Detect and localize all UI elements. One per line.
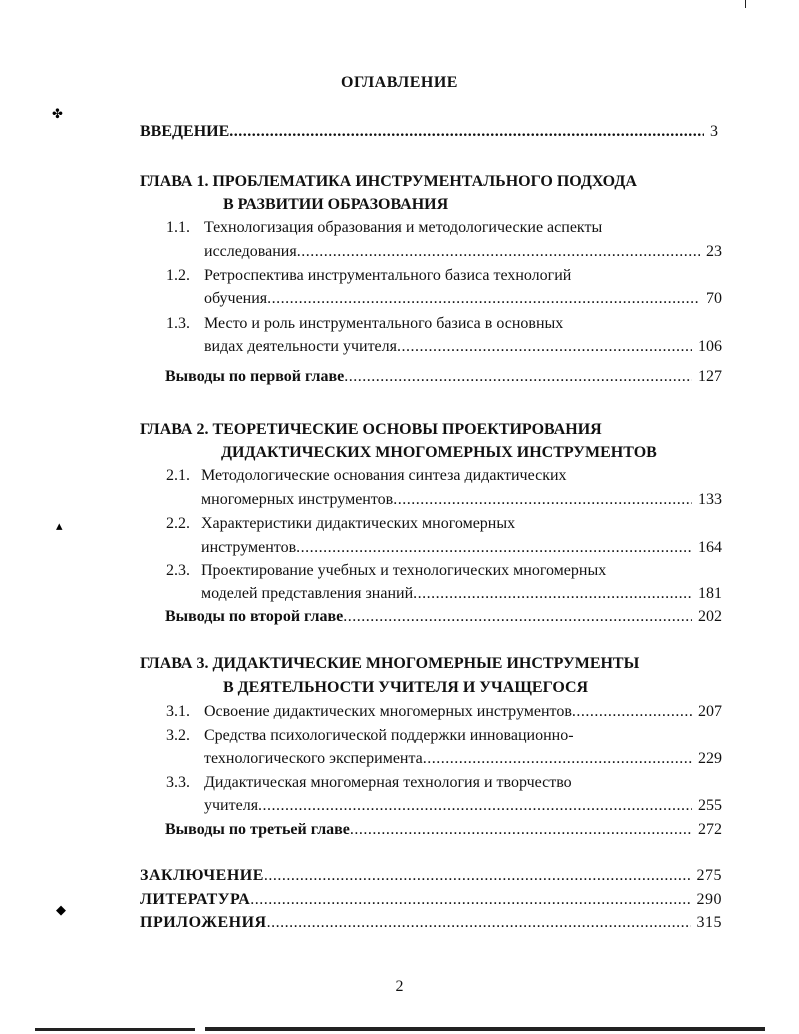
toc-entry-label: ЗАКЛЮЧЕНИЕ — [140, 867, 264, 884]
section-title-line2: исследования — [204, 243, 297, 260]
toc-entry-page: 133 — [698, 491, 722, 508]
toc-entry-label: Выводы по второй главе — [165, 608, 344, 625]
section-number: 3.3. — [166, 774, 190, 791]
section-title-line2: обучения — [204, 290, 268, 307]
scan-mark-icon: ▴ — [56, 518, 63, 533]
leader-dots — [350, 820, 692, 840]
toc-entry-label: Выводы по первой главе — [165, 368, 345, 385]
section-number: 2.3. — [166, 562, 190, 579]
section-title-line1: Методологические основания синтеза дидактических — [201, 467, 567, 484]
toc-entry-page: 207 — [698, 703, 722, 720]
leader-dots — [267, 913, 691, 933]
leader-dots — [393, 490, 692, 510]
section-title-line1: Ретроспектива инструментального базиса технологий — [204, 267, 572, 284]
toc-entry-page: 275 — [696, 867, 722, 884]
toc-entry-page: 315 — [696, 914, 722, 931]
toc-entry-page: 164 — [698, 539, 722, 556]
toc-entry-page: 23 — [706, 243, 722, 260]
toc-entry-label: ПРИЛОЖЕНИЯ — [140, 914, 267, 931]
toc-entry-label: ВВЕДЕНИЕ — [140, 123, 230, 140]
toc-entry-2-1 — [201, 490, 722, 510]
toc-entry-conclusion — [140, 866, 722, 886]
scan-mark-icon: ✤ — [52, 106, 63, 121]
scan-bottom-rule — [205, 1027, 765, 1031]
section-title-line2: моделей представления знаний — [201, 585, 414, 602]
leader-dots — [572, 702, 692, 722]
leader-dots — [258, 796, 692, 816]
leader-dots — [297, 242, 700, 262]
section-number: 1.1. — [166, 219, 190, 236]
toc-entry-page: 70 — [706, 290, 722, 307]
toc-entry-page: 255 — [698, 797, 722, 814]
toc-entry-page: 127 — [698, 368, 722, 385]
leader-dots — [296, 538, 692, 558]
toc-entry-3-3 — [204, 796, 722, 816]
section-title-line1: Место и роль инструментального базиса в основных — [204, 315, 564, 332]
leader-dots — [344, 367, 692, 387]
section-title-line1: Характеристики дидактических многомерных — [201, 515, 516, 532]
section-title-line1: Дидактическая многомерная технология и творчество — [204, 774, 572, 791]
toc-entry-label: Освоение дидактических многомерных инструментов — [204, 703, 572, 720]
chapter-1-title-line2: В РАЗВИТИИ ОБРАЗОВАНИЯ — [223, 196, 449, 213]
chapter-3-title-line2: В ДЕЯТЕЛЬНОСТИ УЧИТЕЛЯ И УЧАЩЕГОСЯ — [223, 679, 589, 696]
section-title-line2: учителя — [204, 797, 259, 814]
toc-entry-3-1 — [204, 702, 722, 722]
toc-entry-intro — [140, 122, 718, 142]
toc-entry-3-2 — [204, 749, 722, 769]
section-title-line2: технологического эксперимента — [204, 750, 423, 767]
section-title-line2: видах деятельности учителя — [204, 338, 397, 355]
scan-edge-mark — [745, 0, 746, 8]
leader-dots — [264, 866, 691, 886]
toc-entry-page: 229 — [698, 750, 722, 767]
section-title-line1: Проектирование учебных и технологических многомерных — [201, 562, 607, 579]
section-number: 3.2. — [166, 727, 190, 744]
chapter-3-title-line1: ГЛАВА 3. ДИДАКТИЧЕСКИЕ МНОГОМЕРНЫЕ ИНСТРУМЕНТЫ — [140, 655, 640, 672]
section-title-line2: инструментов — [201, 539, 297, 556]
section-number: 3.1. — [166, 703, 190, 720]
leader-dots — [343, 607, 692, 627]
leader-dots — [413, 584, 692, 604]
scan-mark-icon: ◆ — [56, 902, 66, 917]
toc-entry-2-3 — [201, 584, 722, 604]
toc-entry-literature — [140, 890, 722, 910]
toc-entry-page: 3 — [710, 123, 718, 140]
section-number: 2.1. — [166, 467, 190, 484]
section-title-line1: Средства психологической поддержки инновационно- — [204, 727, 574, 744]
toc-entry-appendices — [140, 913, 722, 933]
toc-entry-conclusion-3 — [165, 820, 722, 840]
toc-entry-page: 106 — [698, 338, 722, 355]
toc-entry-page: 272 — [698, 821, 722, 838]
leader-dots — [267, 289, 700, 309]
toc-entry-page: 202 — [698, 608, 722, 625]
section-number: 1.3. — [166, 315, 190, 332]
toc-entry-1-3 — [204, 337, 722, 357]
leader-dots — [423, 749, 692, 769]
leader-dots — [397, 337, 692, 357]
chapter-2-title-line1: ГЛАВА 2. ТЕОРЕТИЧЕСКИЕ ОСНОВЫ ПРОЕКТИРОВАНИЯ — [140, 421, 602, 438]
toc-entry-label: ЛИТЕРАТУРА — [140, 891, 251, 908]
toc-entry-conclusion-2 — [165, 607, 722, 627]
section-title-line1: Технологизация образования и методологические аспекты — [204, 219, 603, 236]
section-title-line2: многомерных инструментов — [201, 491, 394, 508]
chapter-1-title-line1: ГЛАВА 1. ПРОБЛЕМАТИКА ИНСТРУМЕНТАЛЬНОГО ПОДХОДА — [140, 173, 637, 190]
toc-entry-2-2 — [201, 538, 722, 558]
toc-title: ОГЛАВЛЕНИЕ — [341, 74, 458, 91]
chapter-2-title-line2: ДИДАКТИЧЕСКИХ МНОГОМЕРНЫХ ИНСТРУМЕНТОВ — [221, 444, 657, 461]
page-number: 2 — [395, 978, 404, 995]
toc-entry-page: 290 — [696, 891, 722, 908]
section-number: 1.2. — [166, 267, 190, 284]
toc-entry-1-1 — [204, 242, 722, 262]
toc-entry-page: 181 — [698, 585, 722, 602]
toc-entry-1-2 — [204, 289, 722, 309]
toc-entry-conclusion-1 — [165, 367, 722, 387]
leader-dots — [250, 890, 690, 910]
leader-dots — [229, 122, 704, 142]
section-number: 2.2. — [166, 515, 190, 532]
toc-entry-label: Выводы по третьей главе — [165, 821, 350, 838]
scan-bottom-rule — [35, 1028, 195, 1031]
